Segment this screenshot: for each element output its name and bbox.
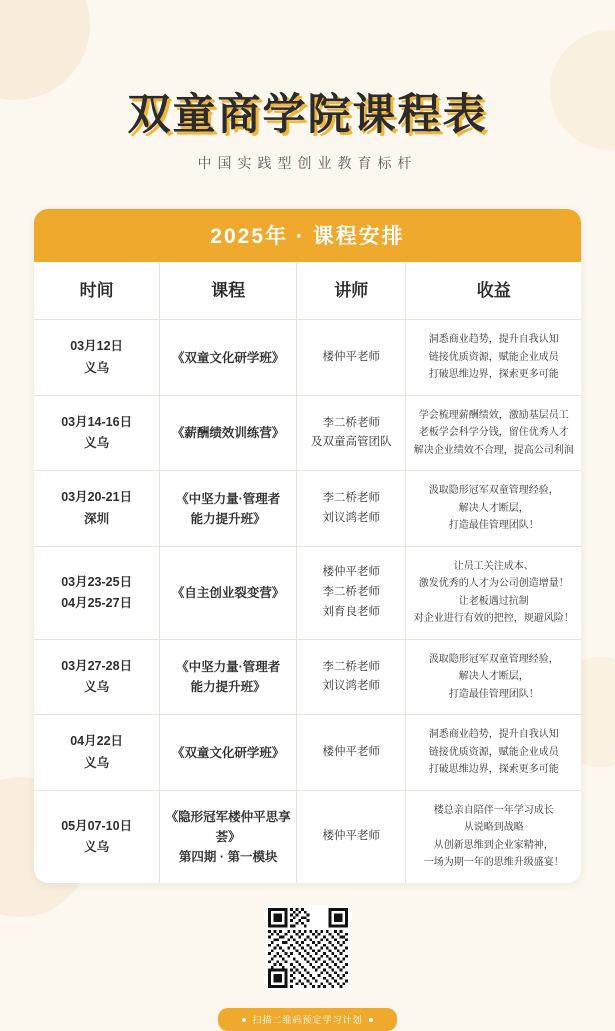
cell-time: 03月12日 义乌 xyxy=(34,320,160,396)
cell-benefit: 汲取隐形冠军双童管理经验， 解决人才断层， 打造最佳管理团队！ xyxy=(406,471,581,547)
cell-time: 03月20-21日 深圳 xyxy=(34,471,160,547)
cell-time: 05月07-10日 义乌 xyxy=(34,790,160,883)
table-header-row xyxy=(34,262,581,320)
cell-course: 《隐形冠军楼仲平思享荟》 第四期 · 第一模块 xyxy=(160,790,297,883)
table-row xyxy=(34,715,581,791)
cell-time: 04月22日 义乌 xyxy=(34,715,160,791)
cell-course: 《自主创业裂变营》 xyxy=(160,546,297,639)
qr-caption-text: 扫描二维码预定学习计划 xyxy=(252,1014,363,1025)
cell-benefit: 学会梳理薪酬绩效，激励基层员工 老板学会科学分钱，留住优秀人才 解决企业绩效不合理，提高公司利润 xyxy=(406,395,581,471)
cell-teacher: 李二桥老师 刘议鸿老师 xyxy=(297,639,406,715)
table-row xyxy=(34,639,581,715)
cell-course: 《双童文化研学班》 xyxy=(160,320,297,396)
cell-time: 03月27-28日 义乌 xyxy=(34,639,160,715)
bullet-dot-icon xyxy=(369,1018,373,1022)
cell-benefit: 让员工关注成本、 激发优秀的人才为公司创造增量！ 让老板遇过抗制 对企业进行有效的把控，规避风险！ xyxy=(406,546,581,639)
qr-section xyxy=(34,905,581,1031)
cell-time: 03月23-25日 04月25-27日 xyxy=(34,546,160,639)
table-row xyxy=(34,546,581,639)
column-header-benefit: 收益 xyxy=(406,262,581,320)
cell-course: 《薪酬绩效训练营》 xyxy=(160,395,297,471)
bullet-dot-icon xyxy=(242,1018,246,1022)
column-header-time: 时间 xyxy=(34,262,160,320)
cell-teacher: 楼仲平老师 李二桥老师 刘育良老师 xyxy=(297,546,406,639)
cell-teacher: 楼仲平老师 xyxy=(297,320,406,396)
cell-benefit: 汲取隐形冠军双童管理经验， 解决人才断层， 打造最佳管理团队！ xyxy=(406,639,581,715)
cell-time: 03月14-16日 义乌 xyxy=(34,395,160,471)
cell-benefit: 洞悉商业趋势，提升自我认知 链接优质资源，赋能企业成员 打破思维边界，探索更多可能 xyxy=(406,715,581,791)
cell-teacher: 楼仲平老师 xyxy=(297,790,406,883)
schedule-card xyxy=(34,209,581,883)
cell-teacher: 李二桥老师 刘议鸿老师 xyxy=(297,471,406,547)
schedule-table xyxy=(34,262,581,883)
table-row xyxy=(34,395,581,471)
table-row xyxy=(34,471,581,547)
page-subtitle: 中国实践型创业教育标杆 xyxy=(197,155,418,172)
cell-course: 《中坚力量·管理者 能力提升班》 xyxy=(160,471,297,547)
schedule-table-body xyxy=(34,320,581,883)
cell-benefit: 洞悉商业趋势，提升自我认知 链接优质资源，赋能企业成员 打破思维边界，探索更多可能 xyxy=(406,320,581,396)
schedule-banner: 2025年 · 课程安排 xyxy=(34,209,581,262)
cell-benefit: 楼总亲自陪伴一年学习成长 从说略到战略 从创新思维到企业家精神， 一场为期一年的思维升级盛宴！ xyxy=(406,790,581,883)
cell-course: 《双童文化研学班》 xyxy=(160,715,297,791)
cell-teacher: 楼仲平老师 xyxy=(297,715,406,791)
page-title: 双童商学院课程表 xyxy=(127,91,488,139)
cell-course: 《中坚力量·管理者 能力提升班》 xyxy=(160,639,297,715)
qr-code-svg xyxy=(268,908,348,988)
column-header-teacher: 讲师 xyxy=(297,262,406,320)
column-header-course: 课程 xyxy=(160,262,297,320)
table-row xyxy=(34,320,581,396)
qr-caption-badge xyxy=(218,1008,396,1031)
table-row xyxy=(34,790,581,883)
qr-code-image[interactable] xyxy=(265,905,351,991)
cell-teacher: 李二桥老师 及双童高管团队 xyxy=(297,395,406,471)
poster-header xyxy=(34,0,581,173)
